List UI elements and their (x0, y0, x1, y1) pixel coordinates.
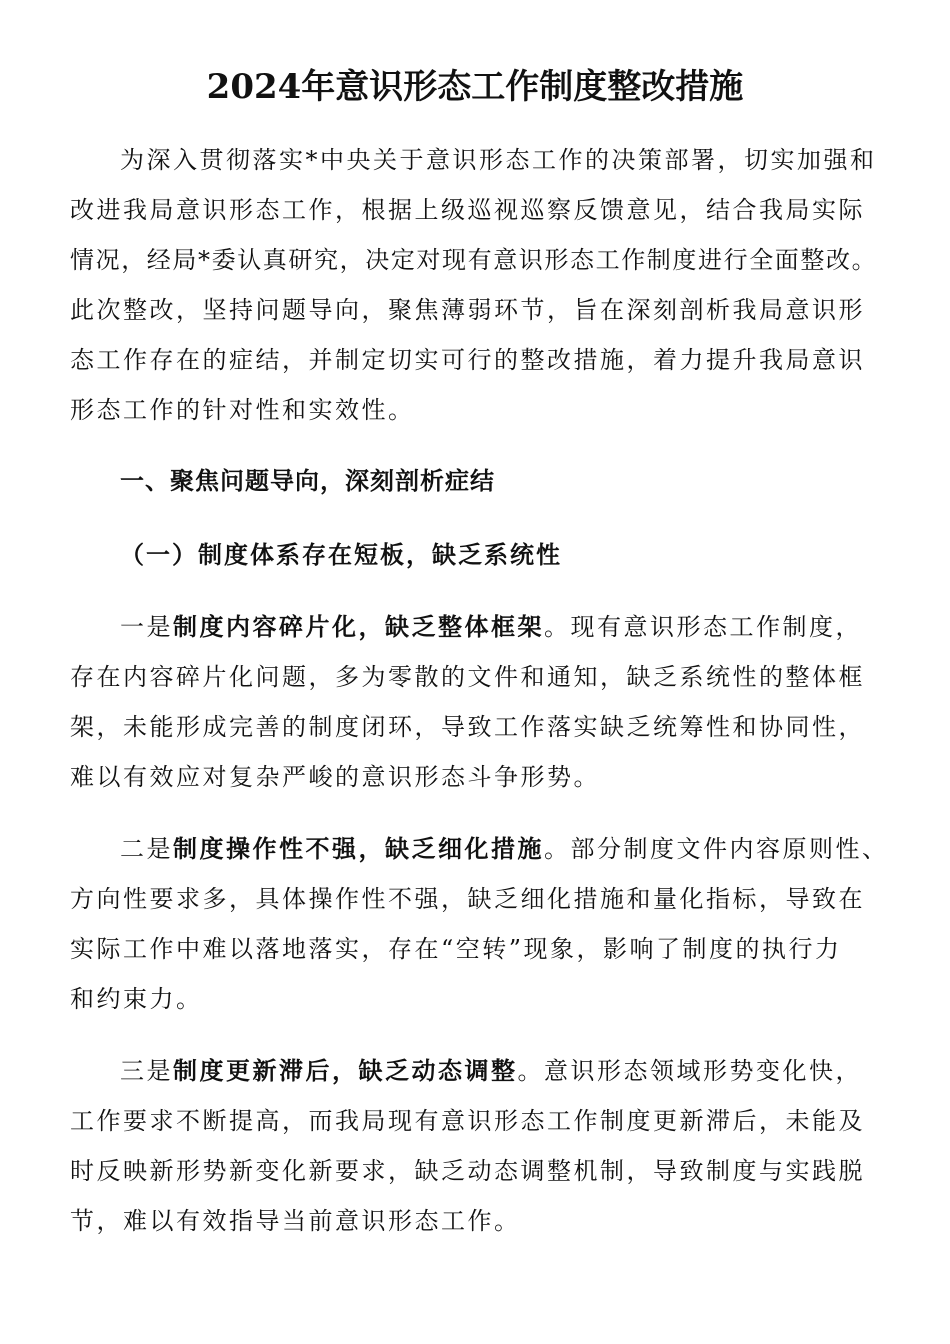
item-line: 节，难以有效指导当前意识形态工作。 (70, 1207, 521, 1235)
item-first-line (120, 1056, 862, 1086)
item-line: 架，未能形成完善的制度闭环，导致工作落实缺乏统筹性和协同性， (70, 713, 865, 741)
item-line: 难以有效应对复杂严峻的意识形态斗争形势。 (70, 763, 600, 791)
subsection-heading: （一）制度体系存在短板，缺乏系统性 (120, 540, 562, 569)
item-bold-title: 制度更新滞后，缺乏动态调整 (173, 1056, 518, 1085)
item-line: 方向性要求多，具体操作性不强，缺乏细化措施和量化指标，导致在 (70, 885, 865, 913)
intro-line: 情况，经局*委认真研究，决定对现有意识形态工作制度进行全面整改。 (70, 246, 878, 274)
item-rest: 。现有意识形态工作制度， (544, 613, 862, 641)
item-line: 存在内容碎片化问题，多为零散的文件和通知，缺乏系统性的整体框 (70, 663, 865, 691)
item-line: 工作要求不断提高，而我局现有意识形态工作制度更新滞后，未能及 (70, 1107, 865, 1135)
section-heading: 一、聚焦问题导向，深刻剖析症结 (120, 467, 495, 495)
intro-line: 改进我局意识形态工作，根据上级巡视巡察反馈意见，结合我局实际 (70, 196, 865, 224)
item-first-line (120, 612, 862, 642)
item-line: 时反映新形势新变化新要求，缺乏动态调整机制，导致制度与实践脱 (70, 1157, 865, 1185)
intro-line: 此次整改，坚持问题导向，聚焦薄弱环节，旨在深刻剖析我局意识形 (70, 296, 865, 324)
document-title: 2024年意识形态工作制度整改措施 (206, 67, 744, 107)
intro-line: 形态工作的针对性和实效性。 (70, 396, 415, 424)
intro-line: 态工作存在的症结，并制定切实可行的整改措施，着力提升我局意识 (70, 346, 865, 374)
item-line: 实际工作中难以落地落实，存在“空转”现象，影响了制度的执行力 (70, 935, 842, 963)
item-rest: 。部分制度文件内容原则性、 (544, 835, 889, 863)
item-prefix: 三是 (120, 1057, 173, 1085)
intro-line: 为深入贯彻落实*中央关于意识形态工作的决策部署，切实加强和 (120, 146, 877, 174)
item-bold-title: 制度操作性不强，缺乏细化措施 (173, 834, 544, 863)
item-first-line (120, 834, 889, 864)
item-prefix: 一是 (120, 613, 173, 641)
item-line: 和约束力。 (70, 985, 203, 1013)
item-prefix: 二是 (120, 835, 173, 863)
item-rest: 。意识形态领域形势变化快， (517, 1057, 862, 1085)
item-bold-title: 制度内容碎片化，缺乏整体框架 (173, 612, 544, 641)
